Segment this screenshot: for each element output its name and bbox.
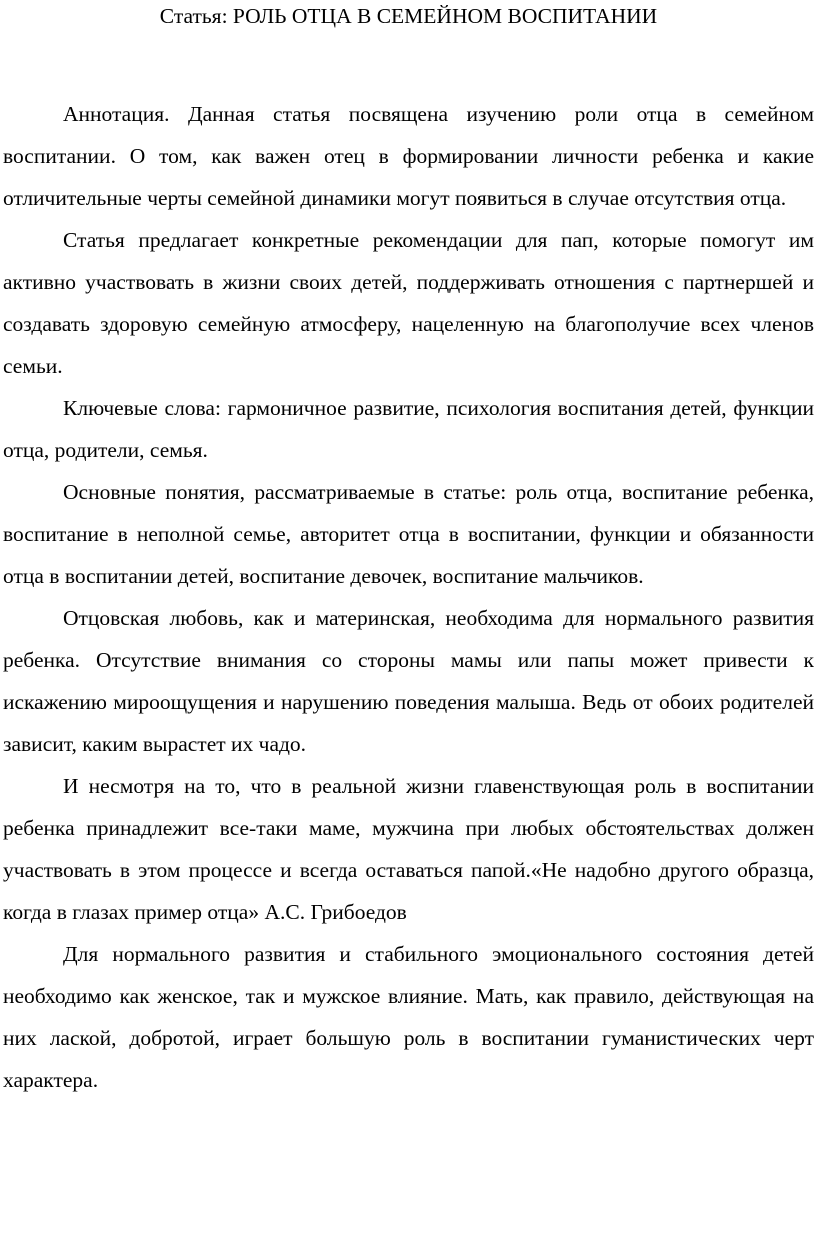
recommendations-paragraph: Статья предлагает конкретные рекомендации для пап, которые помогут им активно участвовать в жизни своих детей, поддерживать отношения с партнершей и создавать здоровую семейную атмосферу, нацеленную на благополучие всех членов семьи. xyxy=(3,228,814,378)
fatherly-love-paragraph: Отцовская любовь, как и материнская, необходима для нормального развития ребенка. Отсутствие внимания со стороны мамы или папы может привести к искажению мироощущения и нарушению поведения малыша. Ведь от обоих родителей зависит, каким вырастет их чадо. xyxy=(3,606,814,756)
griboedov-quote-paragraph: И несмотря на то, что в реальной жизни главенствующая роль в воспитании ребенка принадлежит все-таки маме, мужчина при любых обстоятельствах должен участвовать в этом процессе и всегда оставаться папой.«Не надобно другого образца, когда в глазах пример отца» А.С. Грибоедов xyxy=(3,774,814,924)
keywords-paragraph: Ключевые слова: гармоничное развитие, психология воспитания детей, функции отца, родители, семья. xyxy=(3,396,814,462)
article-body xyxy=(3,93,814,1101)
annotation-paragraph: Аннотация. Данная статья посвящена изучению роли отца в семейном воспитании. О том, как важен отец в формировании личности ребенка и какие отличительные черты семейной динамики могут появиться в случае отсутствия отца. xyxy=(3,102,814,210)
concepts-paragraph: Основные понятия, рассматриваемые в статье: роль отца, воспитание ребенка, воспитание в неполной семье, авторитет отца в воспитании, функции и обязанности отца в воспитании детей, воспитание девочек, воспитание мальчиков. xyxy=(3,480,814,588)
development-paragraph: Для нормального развития и стабильного эмоционального состояния детей необходимо как женское, так и мужское влияние. Мать, как правило, действующая на них лаской, добротой, играет большую роль в воспитании гуманистических черт характера. xyxy=(3,942,814,1092)
article-title: Статья: РОЛЬ ОТЦА В СЕМЕЙНОМ ВОСПИТАНИИ xyxy=(159,4,658,28)
